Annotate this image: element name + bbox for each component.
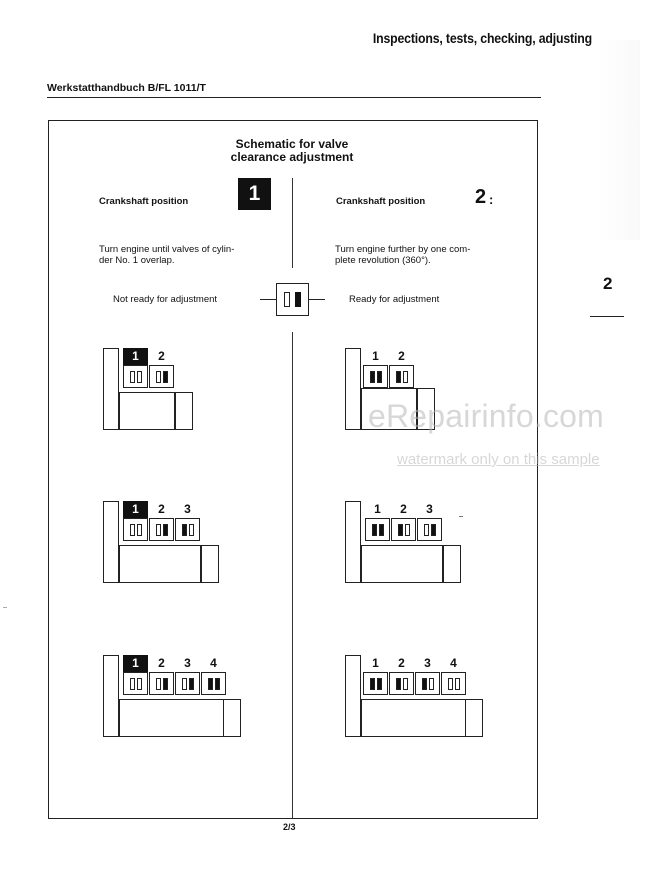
cylinder-number: 3: [175, 501, 200, 518]
valve-closed-icon: [189, 678, 194, 690]
cylinder-number: 4: [441, 655, 466, 672]
valve-closed-icon: [396, 371, 401, 383]
engine-end-cap: [223, 699, 241, 737]
valve-pair: [441, 672, 466, 695]
left-instruction: [99, 244, 269, 266]
closed-valve-icon: [295, 292, 301, 307]
right-instruction-line1: Turn engine further by one com-: [335, 244, 471, 255]
cylinder-number: 1: [123, 501, 148, 518]
valve-open-icon: [137, 678, 142, 690]
valve-pair: [175, 672, 200, 695]
engine-frame-post: [345, 655, 361, 737]
valve-pair: [123, 672, 148, 695]
valve-closed-icon: [377, 371, 382, 383]
cylinder-number: 1: [123, 655, 148, 672]
not-ready-label: Not ready for adjustment: [113, 294, 218, 305]
engine-diagram-4cyl-position2: [345, 655, 545, 775]
engine-frame-post: [103, 501, 119, 583]
engine-frame-post: [103, 348, 119, 430]
cylinder-number: 1: [365, 501, 390, 518]
valve-open-icon: [130, 678, 135, 690]
section-title: Inspections, tests, checking, adjusting: [372, 30, 592, 46]
valve-open-icon: [156, 371, 161, 383]
right-instruction-line2: plete revolution (360°).: [335, 255, 431, 266]
schematic-title-line1: Schematic for valve: [235, 137, 349, 151]
engine-diagram-4cyl-position1: [103, 655, 303, 775]
valve-open-icon: [156, 678, 161, 690]
engine-frame-post: [103, 655, 119, 737]
valve-open-icon: [130, 524, 135, 536]
valve-open-icon: [448, 678, 453, 690]
engine-diagram-2cyl-position1: [103, 348, 303, 468]
cylinder-number: 4: [201, 655, 226, 672]
valve-open-icon: [137, 524, 142, 536]
valve-open-icon: [182, 678, 187, 690]
valve-pair: [417, 518, 442, 541]
valve-pair: [175, 518, 200, 541]
engine-block: [361, 545, 443, 583]
cylinder-number: 1: [363, 348, 388, 365]
valve-pair: [365, 518, 390, 541]
cylinder-number: 2: [149, 348, 174, 365]
stray-mark: [459, 516, 463, 517]
valve-open-icon: [424, 524, 429, 536]
valve-closed-icon: [208, 678, 213, 690]
engine-end-cap: [175, 392, 193, 430]
valve-closed-icon: [396, 678, 401, 690]
valve-open-icon: [403, 678, 408, 690]
cylinder-number: 2: [391, 501, 416, 518]
cylinder-number: 3: [417, 501, 442, 518]
valve-closed-icon: [370, 371, 375, 383]
valve-open-icon: [137, 371, 142, 383]
valve-closed-icon: [370, 678, 375, 690]
cylinder-number: 2: [149, 655, 174, 672]
schematic-title: [150, 138, 434, 164]
valve-pair: [389, 365, 414, 388]
header-divider: [47, 97, 541, 98]
left-crank-label: Crankshaft position: [99, 196, 189, 207]
engine-frame-post: [345, 348, 361, 430]
valve-open-icon: [189, 524, 194, 536]
right-crank-label: Crankshaft position: [336, 196, 426, 207]
engine-block: [119, 392, 175, 430]
right-instruction: [335, 244, 505, 266]
valve-pair: [149, 672, 174, 695]
cylinder-number: 3: [175, 655, 200, 672]
valve-pair: [415, 672, 440, 695]
valve-open-icon: [403, 371, 408, 383]
engine-end-cap: [443, 545, 461, 583]
engine-block: [119, 545, 201, 583]
engine-block: [119, 699, 227, 737]
engine-diagram-3cyl-position2: [345, 501, 545, 621]
edge-mark: [3, 607, 7, 608]
watermark-subtext: watermark only on this sample: [397, 451, 600, 468]
valve-open-icon: [455, 678, 460, 690]
valve-open-icon: [405, 524, 410, 536]
valve-closed-icon: [377, 678, 382, 690]
valve-pair: [363, 365, 388, 388]
valve-open-icon: [429, 678, 434, 690]
valve-open-icon: [156, 524, 161, 536]
valve-closed-icon: [379, 524, 384, 536]
engine-end-cap: [201, 545, 219, 583]
cylinder-number: 1: [123, 348, 148, 365]
valve-closed-icon: [431, 524, 436, 536]
left-instruction-line1: Turn engine until valves of cylin-: [99, 244, 235, 255]
valve-pair: [149, 518, 174, 541]
engine-diagram-3cyl-position1: [103, 501, 303, 621]
crank-position-2-number: 2: [475, 186, 487, 208]
crank-position-2-suffix: :: [489, 192, 494, 207]
ready-label: Ready for adjustment: [349, 294, 440, 305]
page-shadow: [596, 40, 640, 240]
valve-closed-icon: [422, 678, 427, 690]
valve-pair: [201, 672, 226, 695]
left-instruction-line2: der No. 1 overlap.: [99, 255, 175, 266]
cylinder-number: 2: [389, 348, 414, 365]
valve-legend-symbol: [276, 283, 309, 316]
valve-pair: [149, 365, 174, 388]
valve-pair: [389, 672, 414, 695]
valve-closed-icon: [163, 678, 168, 690]
crank-position-1-badge: 1: [238, 178, 271, 210]
open-valve-icon: [284, 292, 290, 307]
valve-open-icon: [130, 371, 135, 383]
valve-closed-icon: [372, 524, 377, 536]
valve-pair: [363, 672, 388, 695]
chapter-tab-number: 2: [603, 274, 613, 293]
cylinder-number: 1: [363, 655, 388, 672]
engine-frame-post: [345, 501, 361, 583]
legend-line-left: [260, 299, 276, 300]
valve-closed-icon: [182, 524, 187, 536]
cylinder-number: 2: [149, 501, 174, 518]
cylinder-number: 3: [415, 655, 440, 672]
legend-line-right: [309, 299, 325, 300]
valve-closed-icon: [163, 524, 168, 536]
valve-pair: [123, 365, 148, 388]
watermark-text: eRepairinfo.com: [368, 398, 604, 434]
engine-end-cap: [465, 699, 483, 737]
valve-closed-icon: [398, 524, 403, 536]
valve-closed-icon: [163, 371, 168, 383]
valve-pair: [123, 518, 148, 541]
page-number: 2/3: [283, 822, 296, 832]
valve-closed-icon: [215, 678, 220, 690]
schematic-title-line2: clearance adjustment: [230, 150, 354, 164]
valve-pair: [391, 518, 416, 541]
chapter-tab-rule: [590, 316, 624, 317]
handbook-title: Werkstatthandbuch B/FL 1011/T: [47, 82, 206, 94]
cylinder-number: 2: [389, 655, 414, 672]
engine-block: [361, 699, 469, 737]
